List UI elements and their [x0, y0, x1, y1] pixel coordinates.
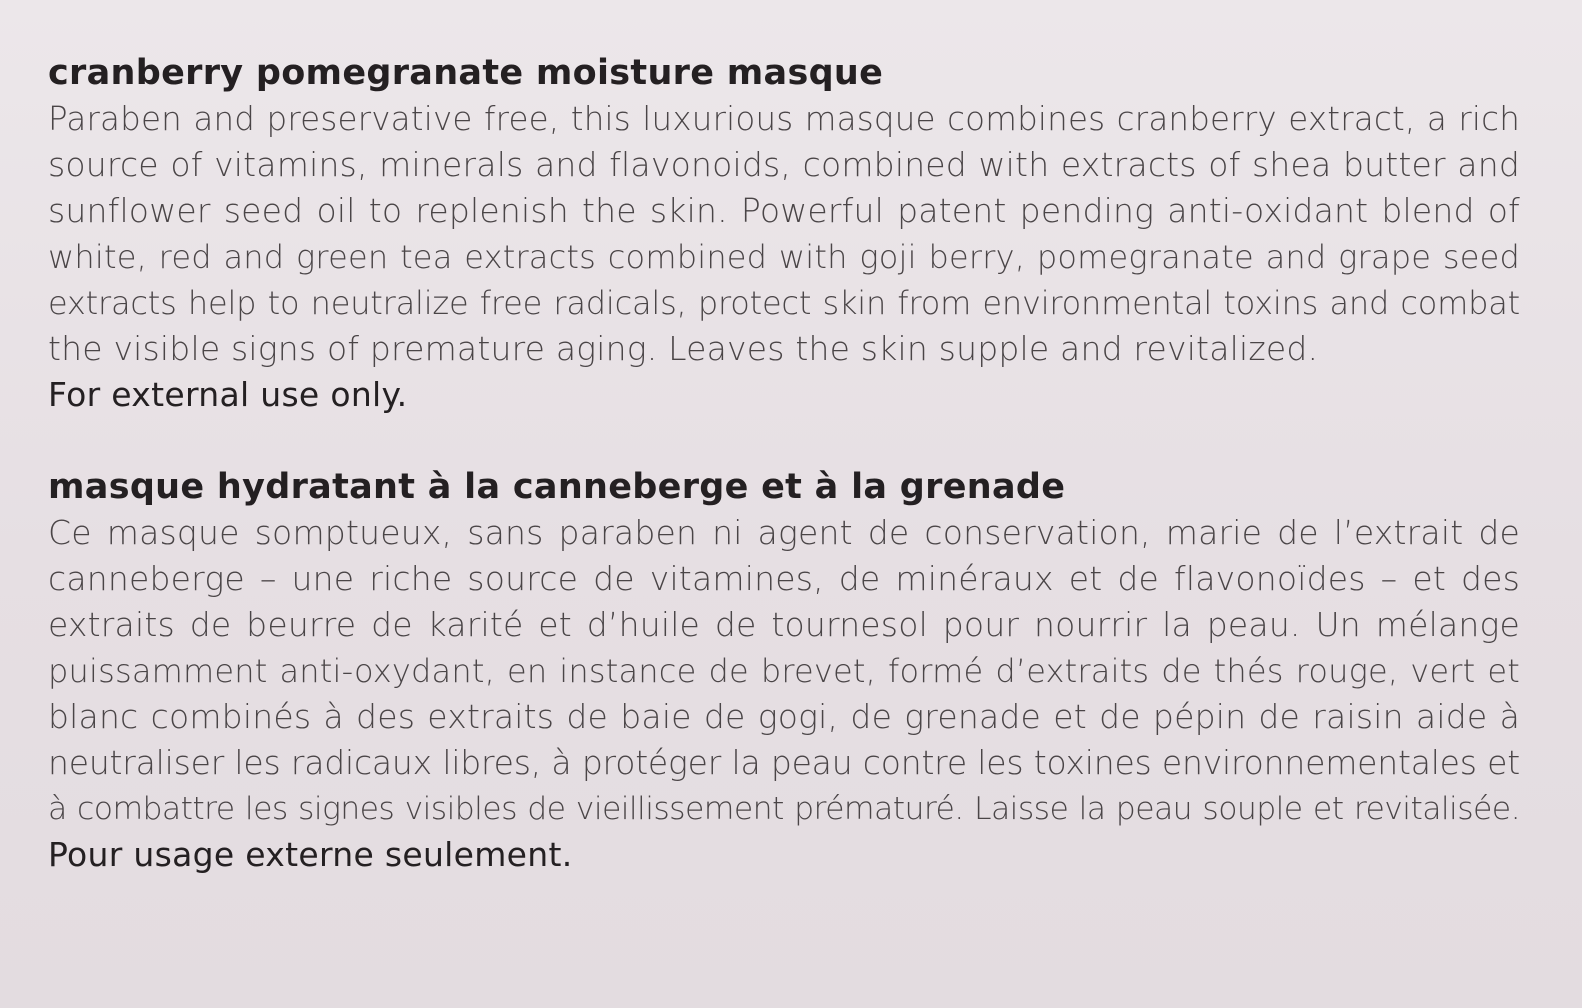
english-description-line-1: Paraben and preservative free, this luxurious masque combines cranberry extract, a rich — [48, 100, 1520, 138]
english-usage-notice: For external use only. — [48, 375, 408, 414]
english-description-line-4: white, red and green tea extracts combined with goji berry, pomegranate and grape seed — [48, 238, 1520, 276]
english-description-line-3: sunflower seed oil to replenish the skin. Powerful patent pending anti-oxidant blend of — [48, 191, 1520, 230]
english-description-line-2: source of vitamins, minerals and flavonoids, combined with extracts of shea butter and — [48, 145, 1520, 184]
english-product-title: cranberry pomegranate moisture masque — [48, 53, 884, 93]
french-description-line-7: à combattre les signes visibles de vieillissement prématuré. Laisse la peau souple et revitalisée. — [48, 791, 1520, 827]
english-description-line-6: the visible signs of premature aging. Leaves the skin supple and revitalized. — [48, 329, 1319, 368]
french-description-line-2: canneberge – une riche source de vitamines, de minéraux et de flavonoïdes – et des — [48, 559, 1520, 598]
french-product-title: masque hydratant à la canneberge et à la grenade — [48, 467, 1066, 507]
french-usage-notice: Pour usage externe seulement. — [48, 835, 573, 874]
french-description-line-1: Ce masque somptueux, sans paraben ni agent de conservation, marie de l’extrait de — [48, 513, 1520, 552]
french-description-line-3: extraits de beurre de karité et d’huile de tournesol pour nourrir la peau. Un mélange — [48, 605, 1520, 644]
french-description-line-6: neutraliser les radicaux libres, à protéger la peau contre les toxines environnementales et — [48, 743, 1520, 782]
french-description-line-5: blanc combinés à des extraits de baie de gogi, de grenade et de pépin de raisin aide à — [48, 697, 1520, 736]
french-section — [48, 464, 1520, 878]
english-section — [48, 50, 1520, 418]
french-description-line-4: puissamment anti-oxydant, en instance de brevet, formé d’extraits de thés rouge, vert et — [48, 652, 1520, 690]
english-description-line-5: extracts help to neutralize free radicals, protect skin from environmental toxins and combat — [48, 284, 1520, 322]
